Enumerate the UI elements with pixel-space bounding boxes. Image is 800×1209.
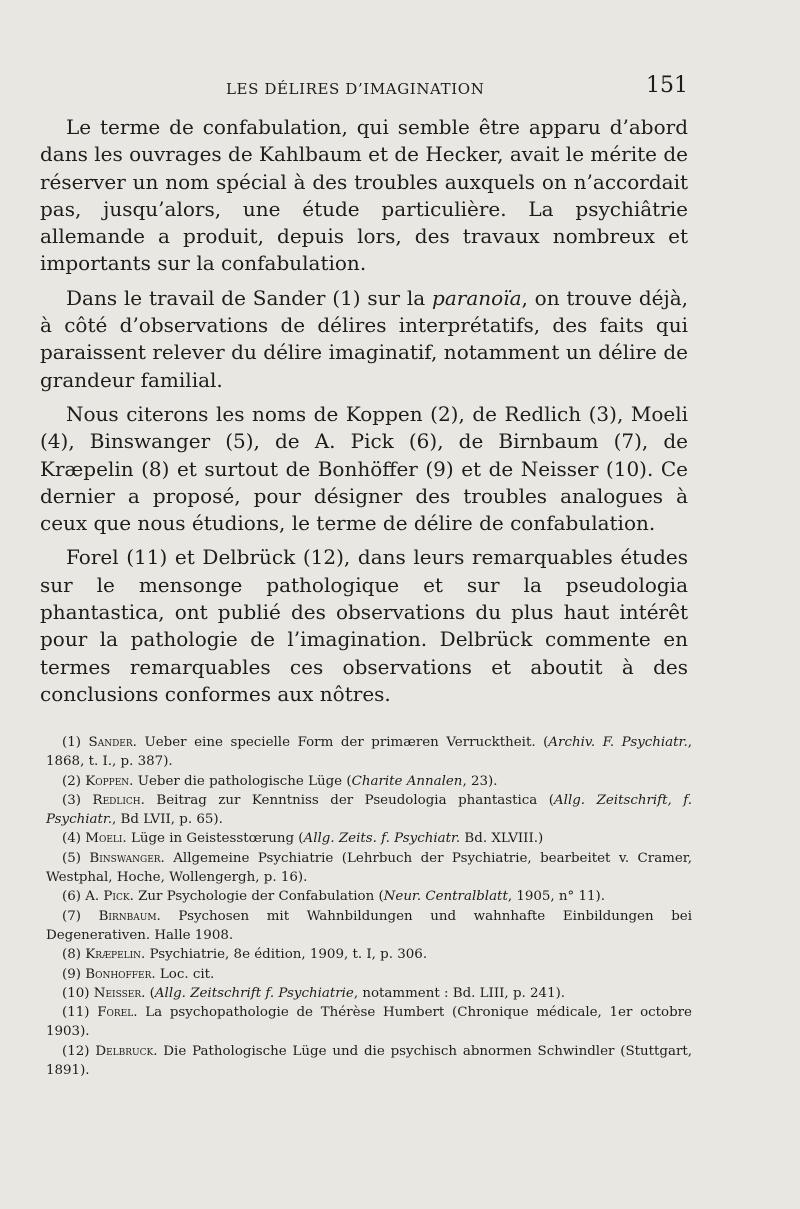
footnote-author: Redlich. xyxy=(92,792,145,808)
running-title: LES DÉLIRES D’IMAGINATION xyxy=(226,80,485,98)
footnote-number: (9) xyxy=(62,966,81,982)
footnote-text: Allgemeine Psychiatrie (Lehrbuch der Psychiatrie, bearbeitet v. Cramer, Westphal, Hoche, Wollengergh, p. 16). xyxy=(46,850,692,886)
main-text xyxy=(40,114,688,715)
footnote-number: (2) xyxy=(62,773,81,789)
footnote-number: (5) xyxy=(62,850,81,866)
footnote-text: Zur Psychologie der Confabulation ( xyxy=(133,889,384,905)
footnote-author: Delbruck. xyxy=(95,1043,158,1059)
footnote xyxy=(46,849,692,888)
footnote-text-end: , 1868, t. I., p. 387). xyxy=(46,735,692,770)
footnote-text: Psychiatrie, 8e édition, 1909, t. I, p. 306. xyxy=(145,947,428,963)
footnote-number: (11) xyxy=(62,1005,90,1021)
footnote xyxy=(46,1003,692,1042)
page-header xyxy=(0,72,800,108)
footnotes xyxy=(46,733,692,1080)
footnote xyxy=(46,791,692,830)
footnote-number: (1) xyxy=(62,735,81,750)
footnote-text-end: , Bd LVII, p. 65). xyxy=(112,812,223,828)
footnote-text: Beitrag zur Kenntniss der Pseudologia phantastica ( xyxy=(144,792,554,808)
footnote xyxy=(46,829,692,848)
footnote-number: (12) xyxy=(62,1043,90,1059)
footnote-number: (10) xyxy=(62,985,90,1001)
footnote-text: Ueber die pathologische Lüge ( xyxy=(133,773,352,789)
footnote-journal: Allg. Zeitschrift f. Psychiatrie xyxy=(154,985,354,1001)
paragraph-2 xyxy=(40,285,688,394)
footnote-author: Neisser. xyxy=(93,985,146,1001)
footnote xyxy=(46,945,692,964)
footnote-journal: Charite Annalen xyxy=(351,773,463,789)
footnote xyxy=(46,772,692,791)
footnote xyxy=(46,965,692,984)
footnote-author: A. Pick. xyxy=(85,889,134,905)
footnote xyxy=(46,907,692,946)
footnote-text: Psychosen mit Wahnbildungen und wahnhafte Einbildungen bei Degenerativen. Halle 1908. xyxy=(46,908,692,943)
footnote-text-end: Bd. XLVIII.) xyxy=(460,831,544,847)
footnote xyxy=(46,984,692,1003)
footnote-text-end: , 23). xyxy=(462,773,498,789)
footnote-author: Koppen. xyxy=(85,773,134,789)
footnote-text-end: , 1905, n° 11). xyxy=(507,889,606,905)
footnote-journal: Allg. Zeitschrift, f. Psychiatr. xyxy=(46,792,692,828)
footnote-text-end: , notamment : Bd. LIII, p. 241). xyxy=(353,985,566,1001)
paragraph-2-end: , on trouve déjà, à côté d’observations de délires interprétatifs, des faits qui paraissent relever du délire imaginatif, notamment un délire de grandeur familial. xyxy=(40,285,688,392)
footnote-author: Bonhoffer. xyxy=(85,966,156,982)
footnote-number: (4) xyxy=(62,831,81,847)
footnote-text: La psychopathologie de Thérèse Humbert (Chronique médicale, 1er octobre 1903). xyxy=(46,1005,692,1040)
paragraph-4: Forel (11) et Delbrück (12), dans leurs remarquables études sur le mensonge pathologique et sur la pseudologia phantastica, ont publié des observations du plus haut intérêt pour la pathologie de l’imagination. Delbrück commente en termes remarquables ces observations et aboutit à des conclusions conformes aux nôtres. xyxy=(40,545,688,706)
footnote-author: Birnbaum. xyxy=(98,908,161,924)
footnote-text: Die Pathologische Lüge und die psychisch abnormen Schwindler (Stuttgart, 1891). xyxy=(46,1043,692,1079)
footnote-number: (7) xyxy=(62,908,81,924)
footnote xyxy=(46,733,692,772)
footnote-number: (3) xyxy=(62,792,81,808)
footnote-number: (8) xyxy=(62,947,81,963)
footnote-journal: Allg. Zeits. f. Psychiatr. xyxy=(303,831,461,847)
footnote-journal: Neur. Centralblatt xyxy=(383,889,508,905)
paranoia-term: paranoïa xyxy=(432,285,522,310)
page-number: 151 xyxy=(646,73,688,98)
footnote xyxy=(46,1042,692,1081)
footnote-author: Forel. xyxy=(97,1005,138,1021)
footnote-journal: Archiv. F. Psychiatr. xyxy=(548,735,688,750)
footnote-author: Binswanger. xyxy=(89,850,165,866)
footnote-number: (6) xyxy=(62,889,81,905)
footnote-text: ( xyxy=(145,985,155,1001)
footnote-author: Kræpelin. xyxy=(85,947,146,963)
footnote-author: Moeli. xyxy=(85,831,127,847)
paragraph-3: Nous citerons les noms de Koppen (2), de Redlich (3), Moeli (4), Binswanger (5), de A. Pick (6), de Birnbaum (7), de Kræpelin (8) et surtout de Bonhöffer (9) et de Neisser (10). Ce dernier a proposé, pour désigner des troubles analogues à ceux que nous étudions, le terme de délire de confabulation. xyxy=(40,401,688,536)
paragraph-1: Le terme de confabulation, qui semble être apparu d’abord dans les ouvrages de Kahlbaum et de Hecker, avait le mérite de réserver un nom spécial à des troubles auxquels on n’accordait pas, jusqu’alors, une étude particulière. La psychiâtrie allemande a produit, depuis lors, des travaux nombreux et importants sur la confabulation. xyxy=(40,115,689,276)
footnote-text: Loc. cit. xyxy=(155,966,215,982)
footnote-text: Lüge in Geistesstœrung ( xyxy=(126,831,304,847)
footnote xyxy=(46,887,692,906)
footnote-author: Sander. xyxy=(88,735,137,750)
footnote-text: Ueber eine specielle Form der primæren Verrucktheit. ( xyxy=(136,735,549,750)
paragraph-2-start: Dans le travail de Sander (1) sur la xyxy=(66,285,433,310)
